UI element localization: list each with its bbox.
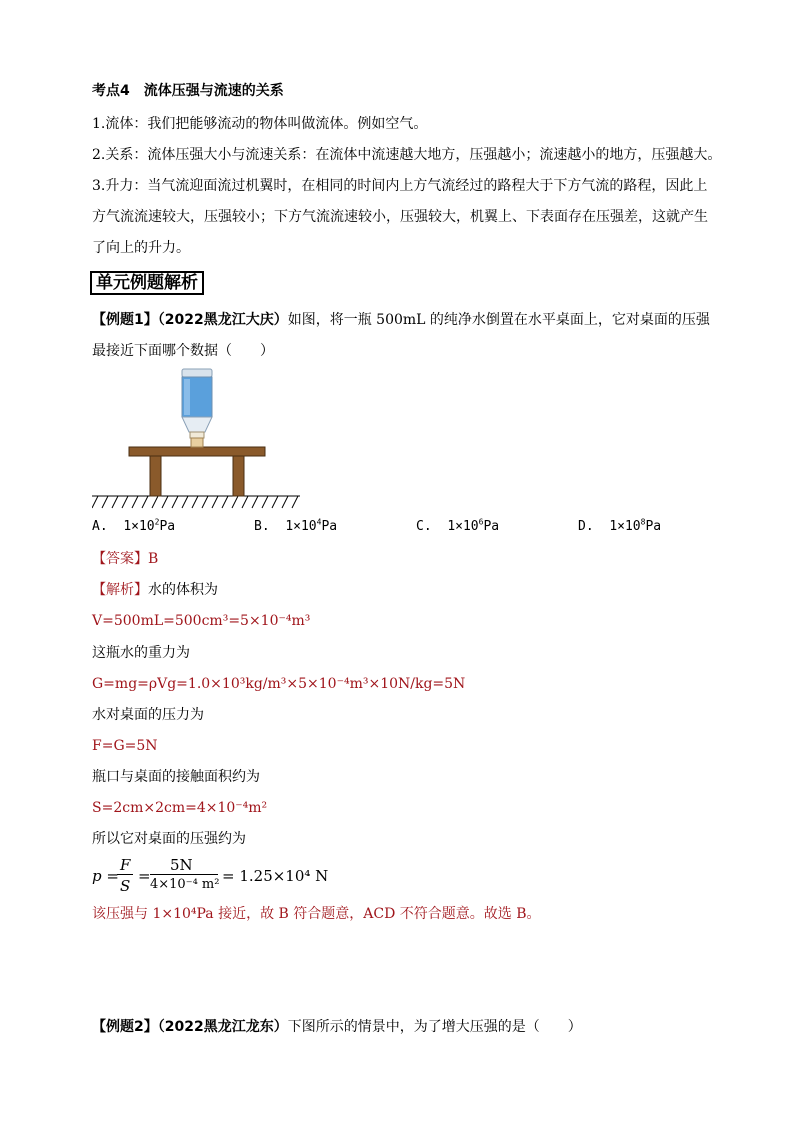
option-d-unit: Pa <box>645 519 662 534</box>
option-a-unit: Pa <box>159 519 176 534</box>
option-c-exponent: 6 <box>478 517 484 527</box>
pressure-formula <box>92 854 332 898</box>
option-b-base: 1×10 <box>285 519 317 534</box>
option-d-exponent: 8 <box>640 517 646 527</box>
example1-question: 如图，将一瓶 500mL 的纯净水倒置在水平桌面上，它对桌面的压强 <box>287 312 710 328</box>
option-c-base: 1×10 <box>447 519 479 534</box>
table <box>129 447 265 496</box>
option-b-exponent: 4 <box>316 517 322 527</box>
formula-p: p = <box>92 867 119 885</box>
example1-tag: 【例题1】 <box>92 312 158 328</box>
option-c[interactable] <box>416 519 499 534</box>
option-a-base: 1×10 <box>123 519 155 534</box>
formula-S: S <box>120 877 131 895</box>
formula-equals-1: = <box>138 867 151 885</box>
option-c-label: C. <box>416 519 432 534</box>
pressure-intro: 所以它对桌面的压强约为 <box>92 831 246 847</box>
analysis-intro: 水的体积为 <box>148 582 218 598</box>
volume-equation: V=500mL=500cm³=5×10⁻⁴m³ <box>92 613 311 629</box>
section-item-3-line-1: 3.升力：当气流迎面流过机翼时，在相同的时间内上方气流经过的路程大于下方气流的路程，因此上 <box>92 178 708 194</box>
weight-intro: 这瓶水的重力为 <box>92 645 190 661</box>
answer-value: B <box>148 551 159 567</box>
formula-F: F <box>120 856 131 874</box>
bottle-on-table-figure <box>92 364 304 514</box>
example2-tag: 【例题2】 <box>92 1019 158 1035</box>
option-d-label: D. <box>578 519 594 534</box>
example1-question-line-1 <box>92 311 710 329</box>
option-b-unit: Pa <box>321 519 338 534</box>
option-d-base: 1×10 <box>609 519 641 534</box>
analysis-line <box>92 581 218 599</box>
analysis-tag: 【解析】 <box>92 582 148 598</box>
example2-question <box>92 1018 582 1036</box>
example1-source: （2022黑龙江大庆） <box>157 312 288 328</box>
answer-tag: 【答案】 <box>92 551 148 567</box>
option-c-unit: Pa <box>483 519 500 534</box>
area-equation: S=2cm×2cm=4×10⁻⁴m² <box>92 800 268 816</box>
example2-source: （2022黑龙江龙东） <box>157 1019 288 1035</box>
unit-heading: 单元例题解析 <box>90 271 204 295</box>
option-a-label: A. <box>92 519 108 534</box>
section-item-3-line-3: 了向上的升力。 <box>92 240 190 256</box>
option-a-exponent: 2 <box>154 517 160 527</box>
section-item-2: 2.关系：流体压强大小与流速关系：在流体中流速越大地方，压强越小；流速越小的地方，压强越大。 <box>92 147 722 163</box>
option-b-label: B. <box>254 519 270 534</box>
option-b[interactable] <box>254 519 337 534</box>
formula-numerator: 5N <box>170 856 193 874</box>
section-title: 考点4 流体压强与流速的关系 <box>92 83 284 99</box>
area-intro: 瓶口与桌面的接触面积约为 <box>92 769 260 785</box>
option-d[interactable] <box>578 519 661 534</box>
example2-text: 下图所示的情景中，为了增大压强的是（ ） <box>287 1019 582 1035</box>
formula-result: = 1.25×10⁴ N <box>222 867 329 885</box>
example1-question-line-2: 最接近下面哪个数据（ ） <box>92 343 274 359</box>
force-equation: F=G=5N <box>92 738 158 754</box>
weight-equation: G=mg=ρVg=1.0×10³kg/m³×5×10⁻⁴m³×10N/kg=5N <box>92 676 466 692</box>
ground-hatching <box>92 496 300 508</box>
option-a[interactable] <box>92 519 175 534</box>
section-item-3-line-2: 方气流流速较大，压强较小；下方气流流速较小，压强较大，机翼上、下表面存在压强差，这就产生 <box>92 209 708 225</box>
formula-bar-2 <box>150 874 218 875</box>
water-bottle <box>182 369 212 447</box>
answer-line <box>92 550 158 568</box>
formula-denominator: 4×10⁻⁴ m² <box>150 877 220 892</box>
force-intro: 水对桌面的压力为 <box>92 707 204 723</box>
conclusion: 该压强与 1×10⁴Pa 接近，故 B 符合题意，ACD 不符合题意。故选 B。 <box>92 906 541 922</box>
section-item-1: 1.流体：我们把能够流动的物体叫做流体。例如空气。 <box>92 116 428 132</box>
formula-bar-1 <box>117 874 133 875</box>
